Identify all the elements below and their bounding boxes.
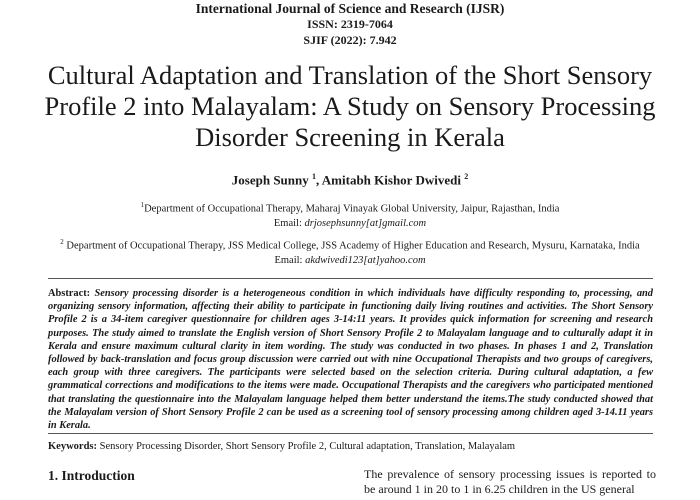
journal-name: International Journal of Science and Research (IJSR) (195, 1, 505, 16)
introduction-text: The prevalence of sensory processing issues is reported to be around 1 in 20 to 1 in 6.25 children in the US general (364, 467, 656, 496)
affiliation-sup-1: 1 (140, 201, 145, 209)
abstract-text: Sensory processing disorder is a heterogeneous condition in which individuals have difficulty responding to, processing, and organizing sensory information, affecting their ability to participate in functioning daily living routines and activities. The Short Sensory Profile 2 is a 34-item caregiver questionnaire for children ages 3-14:11 years. It provides quick information for screening and research purposes. The study aimed to translate the English version of Short Sensory Profile 2 to Malayalam language and to culturally adapt it in Kerala and ensure maximum cultural clarity in item wording. The study was conducted in two phases. In phases 1 and 2, Translation followed by back-translation and focus group discussion were carried out with nine Occupational Therapists and two groups of caregivers, each group with three caregivers. The participants were selected based on the selection criteria. During cultural adaptation, a few grammatical corrections and modifications to the items were made. Occupational Therapists and the caregivers who participated mentioned that translating the questionnaire into the Malayalam language helped them better understand the items.The study conducted showed that the Malayalam version of Short Sensory Profile 2 can be used as a screening tool of sensory processing among children aged 3-14.11 years in Kerala. (48, 288, 653, 432)
paper-title: Cultural Adaptation and Translation of the Short Sensory Profile 2 into Malayalam: A Study on Sensory Processing Disorder Screening in Kerala (44, 60, 656, 152)
affiliation-text-1: Department of Occupational Therapy, Maharaj Vinayak Global University, Jaipur, Rajasthan, India (144, 203, 560, 215)
author-name-2: Amitabh Kishor Dwivedi (321, 172, 461, 188)
affiliation-1 (0, 198, 700, 231)
email-1[interactable]: drjosephsunny[at]gmail.com (304, 217, 427, 229)
keywords-text: Sensory Processing Disorder, Short Sensory Profile 2, Cultural adaptation, Translation, Malayalam (99, 441, 516, 452)
abstract-top-rule (48, 278, 653, 279)
keywords-label: Keywords: (48, 441, 97, 452)
affiliation-sup-2: 2 (60, 238, 64, 246)
email-2[interactable]: akdwivedi123[at]yahoo.com (305, 254, 426, 266)
authors (0, 172, 700, 188)
abstract (48, 287, 653, 432)
affiliation-2 (0, 235, 700, 268)
email-label-1: Email: (273, 217, 302, 229)
author-sup-2: 2 (464, 172, 469, 181)
keywords (48, 441, 668, 452)
abstract-bottom-rule (48, 433, 653, 434)
author-sup-1: 1 (312, 172, 316, 181)
sjif: SJIF (2022): 7.942 (303, 33, 397, 47)
email-label-2: Email: (274, 254, 303, 266)
author-separator: , (316, 172, 320, 188)
introduction-heading: 1. Introduction (48, 468, 135, 483)
author-name-1: Joseph Sunny (231, 172, 309, 188)
abstract-label: Abstract: (48, 288, 91, 299)
affiliation-text-2: Department of Occupational Therapy, JSS Medical College, JSS Academy of Higher Education and Research, Mysuru, Karnataka, India (63, 240, 640, 252)
issn: ISSN: 2319-7064 (307, 17, 393, 31)
